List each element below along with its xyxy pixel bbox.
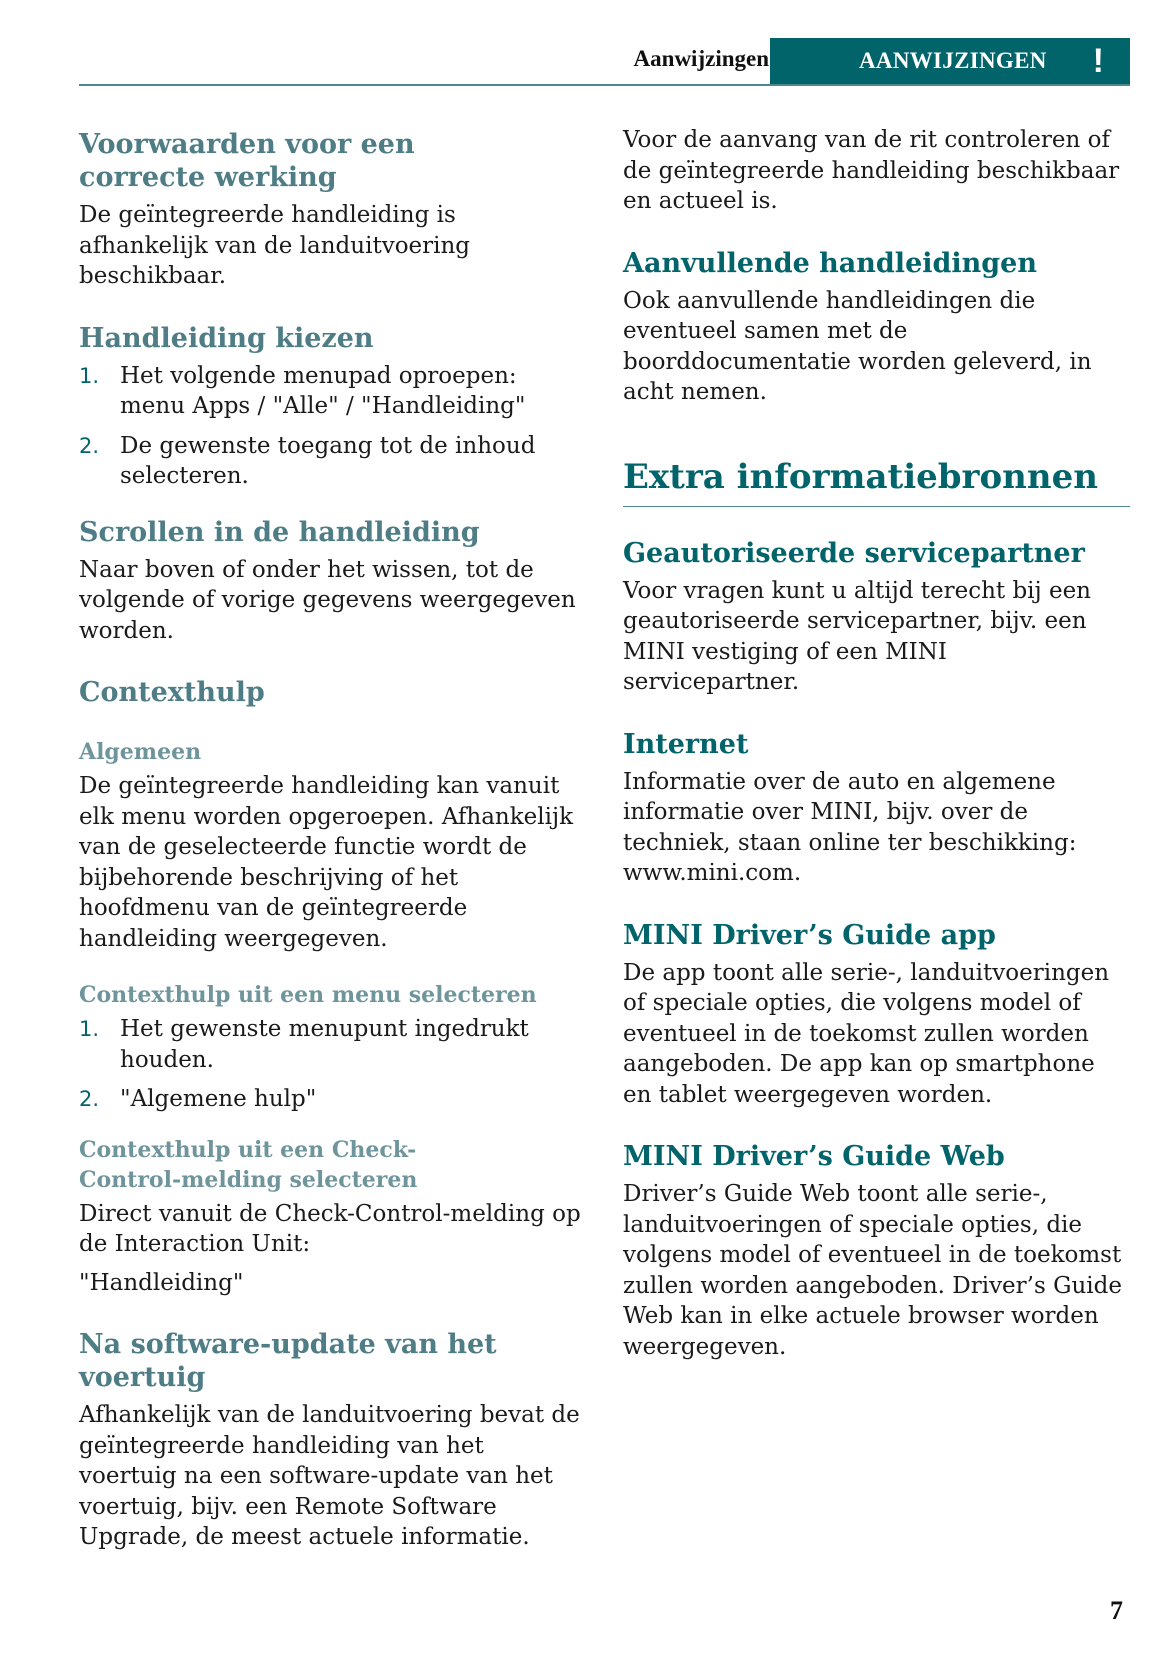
header-rule (79, 84, 1130, 86)
section-body: De app toont alle serie-, landuitvoeringen of speciale opties, die volgens model of eventueel in de toekomst zullen worden aangeboden. De app kan op smartphone en tablet weergegeven worden. (623, 959, 1110, 1108)
section-body: Ook aanvullende handleidingen die eventueel samen met de boorddocumentatie worden geleverd, in acht nemen. (623, 287, 1092, 405)
step-item (79, 431, 584, 492)
step-item (79, 361, 584, 422)
section-handleiding-kiezen (79, 322, 584, 492)
steps-list (79, 361, 584, 492)
chapter-title: Extra informatiebronnen (623, 456, 1098, 497)
subsection-heading: Algemeen (79, 739, 202, 765)
section-heading: Handleiding kiezen (79, 322, 374, 354)
right-column (623, 128, 1130, 1362)
step-text: Het gewenste menupunt ingedrukt houden. (120, 1016, 529, 1073)
section-body: Driver’s Guide Web toont alle serie-, landuitvoeringen of speciale opties, die volgens model of eventueel in de toekomst zullen worden aangeboden. Driver’s Guide Web kan in elke actuele browser worden weergegeven. (623, 1181, 1122, 1360)
section-heading: Voorwaarden voor een correcte werking (79, 129, 415, 193)
section-body: Informatie over de auto en algemene informatie over MINI, bijv. over de techniek, staan online ter beschikking: www.mini.com. (623, 768, 1077, 886)
step-item (79, 1084, 584, 1115)
section-heading: MINI Driver’s Guide app (623, 919, 996, 951)
section-software-update (79, 1328, 584, 1553)
section-contexthulp (79, 676, 584, 1298)
steps-list (79, 1014, 584, 1115)
page-number: 7 (1110, 1596, 1123, 1625)
step-number: 1. (79, 363, 100, 388)
section-body: Naar boven of onder het wissen, tot de volgende of vorige gegevens weergegeven worden. (79, 556, 576, 644)
section-body: Voor vragen kunt u altijd terecht bij een geautoriseerde servicepartner, bijv. een MINI vestiging of een MINI servicepartner. (623, 577, 1091, 695)
section-heading: MINI Driver’s Guide Web (623, 1141, 1005, 1172)
section-internet (623, 728, 1130, 889)
section-heading: Na software-update van het voertuig (79, 1329, 497, 1393)
subsection-body: Direct vanuit de Check-Control-melding op de Interaction Unit: (79, 1200, 581, 1257)
chapter-tab-label: AANWIJZINGEN (859, 48, 1047, 73)
step-number: 2. (79, 1087, 100, 1111)
left-column (79, 128, 584, 1553)
section-heading: Geautoriseerde servicepartner (623, 537, 1085, 569)
section-drivers-guide-app (623, 919, 1130, 1111)
subsection-heading: Contexthulp uit een menu selecteren (79, 982, 537, 1008)
section-servicepartner (623, 537, 1130, 698)
exclamation-icon: ! (1092, 42, 1104, 80)
subsection-body-menu-item: "Handleiding" (79, 1269, 244, 1296)
subsection-body: De geïntegreerde handleiding kan vanuit elk menu worden opgeroepen. Afhankelijk van de geselecteerde functie wordt de bijbehorende beschrijving of het hoofdmenu van de geïntegreerde handleiding weergegeven. (79, 773, 574, 952)
section-scrollen (79, 516, 584, 647)
step-number: 1. (79, 1017, 100, 1041)
section-heading: Contexthulp (79, 677, 265, 708)
section-heading: Aanvullende handleidingen (623, 247, 1037, 279)
subsection-heading: Contexthulp uit een Check-Control-melding selecteren (79, 1136, 418, 1193)
section-body: De geïntegreerde handleiding is afhankelijk van de landuitvoering beschikbaar. (79, 202, 471, 289)
running-header-chapter: Aanwijzingen (633, 46, 769, 71)
step-item (79, 1014, 584, 1075)
chapter-tab (770, 38, 1130, 86)
step-text: De gewenste toegang tot de inhoud selecteren. (120, 432, 536, 489)
section-drivers-guide-web (623, 1140, 1130, 1362)
section-aanvullende (623, 247, 1130, 408)
chapter-rule (623, 506, 1130, 507)
step-text: Het volgende menupad oproepen: menu Apps / "Alle" / "Handleiding" (120, 362, 526, 419)
step-number: 2. (79, 433, 100, 458)
section-heading: Internet (623, 728, 749, 760)
section-heading: Scrollen in de handleiding (79, 516, 480, 548)
section-body: Afhankelijk van de landuitvoering bevat de geïntegreerde handleiding van het voertuig na een software-update van het voertuig, bijv. een Remote Software Upgrade, de meest actuele informatie. (79, 1402, 580, 1550)
section-voorwaarden (79, 128, 584, 292)
intro-body: Voor de aanvang van de rit controleren of de geïntegreerde handleiding beschikbaar en actueel is. (623, 127, 1120, 214)
page-header (79, 38, 1130, 86)
step-text: "Algemene hulp" (120, 1086, 317, 1112)
chapter-extra-informatiebronnen (623, 456, 1130, 507)
